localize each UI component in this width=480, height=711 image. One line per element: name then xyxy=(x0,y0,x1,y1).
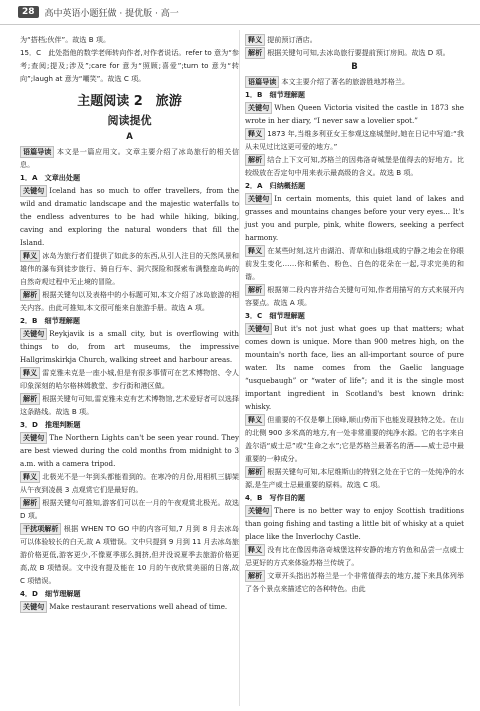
paragraph-text: But it's not just what goes up that matters; what comes down is unique. More than 900 metres high, on the mountain's north face, lies an all-important source of pure water. Its name comes from the Gaelic language “usquebaugh” or “water of life”; and it is the single most important ingredient in Scotland's best known drink: whisky. xyxy=(245,324,464,411)
question-heading: 3．D 推理判断题 xyxy=(20,420,81,429)
annotated-paragraph xyxy=(20,496,239,522)
paragraph-text: 提前预订酒店。 xyxy=(267,35,317,44)
paragraph-text: 根据关键句可推知,游客们可以在一月的午夜观赏北极光。故选 D 项。 xyxy=(20,498,239,520)
label-tag: 解析 xyxy=(245,47,265,59)
paragraph-text: Iceland has so much to offer travellers, from the wild and dramatic landscape and the majestic waterfalls to the endless adventures to be had while hiking, biking, caving and exploring the natural wonders that fill the Island. xyxy=(20,186,239,247)
label-tag: 关键句 xyxy=(245,102,272,114)
paragraph-text: 冰岛为旅行者们提供了如此多的东西,从引人注目的天然风景和雄伟的瀑布到徒步旅行、骑自行车、洞穴探险和探索布满整座岛屿的自然奇观过程中无止境的冒险。 xyxy=(20,251,239,286)
annotated-paragraph xyxy=(245,244,464,283)
annotated-paragraph xyxy=(245,101,464,127)
paragraph-text: The Northern Lights can't be seen year round. They are best viewed during the cold months from midnight to 3 a.m. with a camera tripod. xyxy=(20,433,239,468)
annotated-paragraph xyxy=(245,543,464,569)
label-tag: 解析 xyxy=(245,466,265,478)
paragraph-text: 根据关键句可知,本尼维斯山的特别之处在于它的一处纯净的水源,是生产威士忌最重要的原料。故选 C 项。 xyxy=(245,467,464,489)
paragraph-text: 根据关键句可知,雷克雅未克有艺术博物馆,艺术爱好者可以选择这条路线。故选 B 项。 xyxy=(20,394,239,416)
annotated-paragraph xyxy=(245,322,464,413)
left-column xyxy=(20,33,239,613)
label-tag: 关键句 xyxy=(20,432,47,444)
annotated-paragraph xyxy=(245,33,464,46)
paragraph: 15．C 此处指他的数学老师转向作者,对作者说话。refer to 意为“参考;查阅;提及;涉及”;care for 意为“照顾;喜爱”;turn to 意为“转向”;laugh at 意为“嘲笑”。故选 C 项。 xyxy=(20,48,239,83)
label-tag: 关键句 xyxy=(245,323,272,335)
label-tag: 关键句 xyxy=(20,185,47,197)
paragraph-text: 没有比在像因弗洛奇城堡这样安静的地方钓鱼和品尝一点威士忌更好的方式来体验苏格兰传统了。 xyxy=(245,545,464,567)
label-tag: 关键句 xyxy=(245,505,272,517)
paragraph-text: Make restaurant reservations well ahead of time. xyxy=(49,602,228,611)
annotated-paragraph xyxy=(245,504,464,543)
paragraph-text: 根据关键句以及表格中的小标题可知,本文介绍了冰岛旅游的相关内容。由此可推知,本文很可能来自旅游手册。故选 A 项。 xyxy=(20,290,239,312)
paragraph-text: 在某些时刻,这片由湖泊、青草和山脉组成的宁静之地会在你眼前发生变化……你和紫色、粉色、白色的花朵在一起,寻求完美的和谐。 xyxy=(245,246,464,281)
annotated-paragraph xyxy=(20,431,239,470)
question-heading: 4．D 细节理解题 xyxy=(20,589,81,598)
label-tag: 解析 xyxy=(245,154,265,166)
paragraph-text: 北极光不是一年到头都能看到的。在寒冷的月份,用相机三脚架从午夜到凌晨 3 点观赏它们是最好的。 xyxy=(20,472,239,494)
annotated-paragraph xyxy=(245,283,464,309)
paragraph-text: 本文主要介绍了著名的旅游胜地苏格兰。 xyxy=(281,77,410,86)
annotated-paragraph xyxy=(20,366,239,392)
paragraph-text: 本文是一篇应用文。文章主要介绍了冰岛旅行的相关信息。 xyxy=(20,147,239,169)
label-tag: 释义 xyxy=(20,367,40,379)
annotated-paragraph xyxy=(20,249,239,288)
right-column xyxy=(245,33,464,595)
paragraph-text: 但重要的不仅是攀上顶峰,顺山势而下也能发现独特之处。在山的北侧 900 多米高的地方,有一处非常重要的纯净水源。它的名字来自盖尔语“威士忌”或“生命之水”;它是苏格兰最著名的酒——威士忌中最重要的一种成分。 xyxy=(245,415,464,463)
label-tag: 解析 xyxy=(20,289,40,301)
question-heading: 2．A 归纳概括题 xyxy=(245,181,306,190)
page-number: 28 xyxy=(18,6,39,18)
annotated-paragraph xyxy=(20,288,239,314)
section-title: 主题阅读 2 旅游 xyxy=(77,94,182,109)
paragraph-text: 根据关键句可知,去冰岛旅行要提前预订房间。故选 D 项。 xyxy=(267,48,450,57)
paragraph-text: 1873 年,当维多利亚女王参观这座城堡时,她在日记中写道:“我从未见过比这更可爱的地方。” xyxy=(245,129,464,151)
label-tag: 干扰项解析 xyxy=(20,523,61,535)
annotated-paragraph xyxy=(245,46,464,59)
label-tag: 解析 xyxy=(245,284,265,296)
column-divider xyxy=(239,30,240,706)
passage-letter: B xyxy=(351,62,358,72)
paragraph-text: In certain moments, this quiet land of lakes and grasses and mountains changes before your very eyes… It's just you and purple, pink, white flowers, seeking a perfect harmony. xyxy=(245,194,464,242)
label-tag: 关键句 xyxy=(245,193,272,205)
label-tag: 释义 xyxy=(245,128,265,140)
label-tag: 释义 xyxy=(20,471,40,483)
paragraph-text: 雷克雅未克是一座小城,但是有很多事情可在艺术博物馆、令人印象深刻的哈尔格林姆教堂、步行街和港区做。 xyxy=(20,368,239,390)
annotated-paragraph xyxy=(20,327,239,366)
label-tag: 释义 xyxy=(245,34,265,46)
annotated-paragraph xyxy=(20,145,239,171)
annotated-paragraph xyxy=(20,522,239,587)
page-header xyxy=(0,0,480,25)
paragraph-text: 文章开头指出苏格兰是一个非常值得去的地方,接下来具体列举了各个景点来描述它的各种特色。由此 xyxy=(245,571,464,593)
annotated-paragraph xyxy=(20,392,239,418)
annotated-paragraph xyxy=(245,569,464,595)
question-heading: 4．B 写作目的题 xyxy=(245,493,305,502)
passage-letter: A xyxy=(126,132,133,142)
paragraph-text: 结合上下文可知,苏格兰的因弗洛奇城堡是值得去的好地方。比较级放在否定句中用来表示最高级的含义。故选 B 项。 xyxy=(245,155,464,177)
label-tag: 解析 xyxy=(20,393,40,405)
annotated-paragraph xyxy=(245,465,464,491)
question-heading: 2．B 细节理解题 xyxy=(20,316,80,325)
paragraph-text: 根据第二段内容并结合关键句可知,作者用描写的方式来展开内容要点。故选 A 项。 xyxy=(245,285,464,307)
annotated-paragraph xyxy=(20,470,239,496)
book-series-title: 高中英语小题狂做 · 提优版 · 高一 xyxy=(44,8,179,19)
paragraph: 为“搭档;伙伴”。故选 B 项。 xyxy=(20,35,111,44)
paragraph-text: 根据 WHEN TO GO 中的内容可知,7 月到 8 月去冰岛可以体验较长的白天,故 A 项错误。文中只提到 9 月到 11 月去冰岛旅游价格更低,游客更少,不像夏季那么拥挤,但并没说夏季去旅游价格更高,故 B 项错误。文中没有提及能在 10 月的午夜欣赏美丽的日落,故 C 项错误。 xyxy=(20,524,239,585)
paragraph-text: When Queen Victoria visited the castle in 1873 she wrote in her diary, “I never saw a lovelier spot.” xyxy=(245,103,464,125)
label-tag: 释义 xyxy=(20,250,40,262)
paragraph-text: There is no better way to enjoy Scottish traditions than going fishing and tasting a little bit of whisky at a quiet place like the Inverlochy Castle. xyxy=(245,506,464,541)
label-tag: 语篇导读 xyxy=(20,146,54,158)
label-tag: 关键句 xyxy=(20,328,47,340)
annotated-paragraph xyxy=(20,600,239,613)
subsection-title: 阅读提优 xyxy=(107,114,152,127)
label-tag: 释义 xyxy=(245,245,265,257)
question-heading: 1．B 细节理解题 xyxy=(245,90,305,99)
annotated-paragraph xyxy=(245,127,464,153)
label-tag: 解析 xyxy=(20,497,40,509)
annotated-paragraph xyxy=(245,413,464,465)
paragraph-text: Reykjavik is a small city, but is overflowing with things to do, from art museums, the impressive Hallgrimskirkja Church, walking street and harbour areas. xyxy=(20,329,239,364)
label-tag: 释义 xyxy=(245,544,265,556)
annotated-paragraph xyxy=(245,192,464,244)
annotated-paragraph xyxy=(245,153,464,179)
question-heading: 1．A 文章出处题 xyxy=(20,173,81,182)
label-tag: 释义 xyxy=(245,414,265,426)
annotated-paragraph xyxy=(20,184,239,249)
label-tag: 解析 xyxy=(245,570,265,582)
label-tag: 语篇导读 xyxy=(245,76,279,88)
annotated-paragraph xyxy=(245,75,464,88)
label-tag: 关键句 xyxy=(20,601,47,613)
question-heading: 3．C 细节理解题 xyxy=(245,311,305,320)
